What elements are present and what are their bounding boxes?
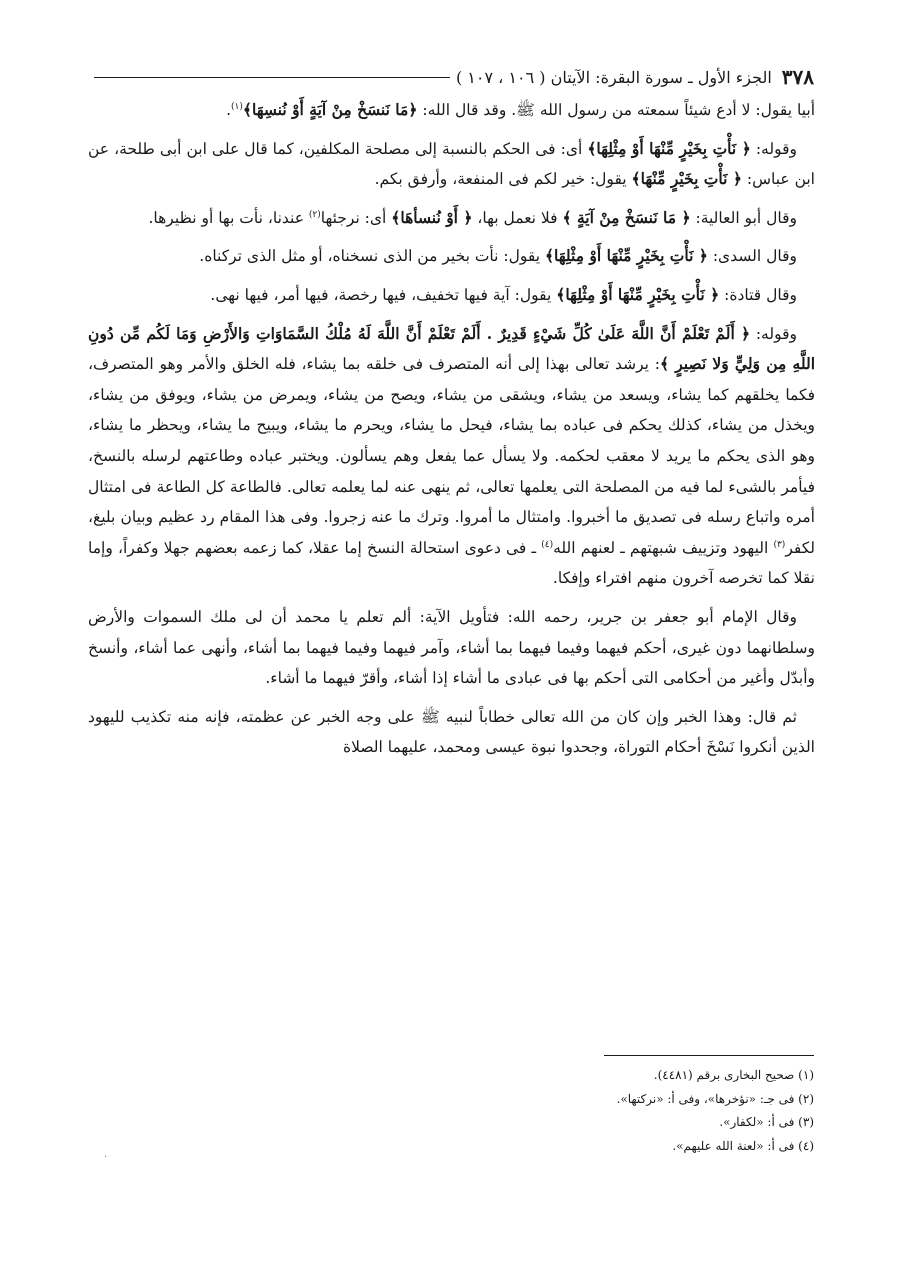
text-run: أى: فى الحكم بالنسبة إلى مصلحة المكلفين، كما قال على ابن أبى طلحة، عن ابن عباس: xyxy=(88,139,815,189)
body-text xyxy=(88,95,815,763)
text-run: يقول: نأت بخير من الذى نسخناه، أو مثل الذى تركناه. xyxy=(199,247,545,266)
margin-mark: . xyxy=(104,1149,108,1160)
footnote-4: (٤) فى أ: «لعنة الله عليهم». xyxy=(672,1138,814,1153)
body-paragraph xyxy=(88,203,815,234)
quran-quote: ﴿مَا نَنسَخْ مِنْ آيَةٍ أَوْ نُنسِهَا﴾ xyxy=(242,100,418,119)
quran-quote: ﴿ أَلَمْ تَعْلَمْ أَنَّ اللَّهَ عَلَىٰ كُلِّ شَيْءٍ قَدِيرٌ . أَلَمْ تَعْلَمْ أَنَّ اللَّهَ لَهُ مُلْكُ السَّمَاوَاتِ وَالأَرْضِ وَمَا لَكُم مِّن دُونِ اللَّهِ مِن وَلِيٍّ وَلا نَصِيرٍ ﴾ xyxy=(88,323,816,374)
body-paragraph xyxy=(88,702,815,763)
footnote-ref: (١) xyxy=(231,101,243,112)
text-run: ثم قال: وهذا الخبر وإن كان من الله تعالى خطاباً لنبيه ﷺ على وجه الخبر عن عظمته، فإنه منه تكذيب لليهود الذين أنكروا نَسْخَ أحكام التوراة، وجحدوا نبوة عيسى ومحمد، عليهما الصلاة xyxy=(88,707,815,757)
text-run: وقال قتادة: xyxy=(719,285,797,304)
body-paragraph xyxy=(88,319,815,594)
running-header xyxy=(88,62,814,92)
footnote-3: (٣) فى أ: «لكفار». xyxy=(719,1115,814,1129)
body-paragraph xyxy=(88,280,815,311)
text-run: وقوله: xyxy=(750,139,797,158)
quran-quote: ﴿ نَأْتِ بِخَيْرٍ مِّنْهَا أَوْ مِثْلِهَا﴾ xyxy=(587,138,751,158)
page-number: ٣٧٨ xyxy=(781,65,814,89)
text-run: ـ فى دعوى استحالة النسخ إما عقلا، كما زعمه بعضهم جهلا وكفراً، وإما نقلا كما تخرصه آخرون منهم افتراء وإفكا. xyxy=(88,538,815,588)
footnote-separator xyxy=(604,1055,814,1056)
text-run: يقول: خير لكم فى المنفعة، وأرفق بكم. xyxy=(374,170,632,189)
footnote-ref: (٣) xyxy=(773,539,786,550)
text-run: اليهود وتزييف شبهتهم ـ لعنهم الله xyxy=(553,538,774,557)
text-run: عندنا، نأت بها أو نظيرها. xyxy=(148,208,309,227)
body-paragraph xyxy=(88,95,815,126)
quran-quote: ﴿ مَا نَنسَخْ مِنْ آيَةٍ ﴾ xyxy=(562,207,691,227)
text-run: أبيا يقول: لا أدع شيئاً سمعته من رسول الله ﷺ. وقد قال الله: xyxy=(417,101,815,119)
quran-quote: ﴿ أَوْ نُنسأهَا﴾ xyxy=(391,207,473,227)
text-run: أى: نرجئها xyxy=(320,208,392,227)
footnote-ref: (٤) xyxy=(541,539,554,550)
text-run: فلا نعمل بها، xyxy=(472,208,563,227)
footnote-ref: (٢) xyxy=(308,209,321,220)
footnote-1: (١) صحيح البخارى برقم (٤٤٨١). xyxy=(653,1068,814,1082)
text-run: : يرشد تعالى بهذا إلى أنه المتصرف فى خلقه بما يشاء، فله الخلق والأمر وهو المتصرف، فكما يخلقهم كما يشاء، ويسعد من يشاء، ويشقى من يشاء، ويصح من يشاء، ويمرض من يشاء، ويوفق من يشاء، ويخذل من يشاء، كذلك يحكم فى عباده بما يشاء، فيحل ما يشاء، ويحرم ما يشاء، ويبيح ما يشاء، ويحظر ما يشاء، وهو الذى يحكم ما يريد لا معقب لحكمه. ولا يسأل عما يفعل وهم يسألون. ويختبر عباده وطاعتهم لرسله بالنسخ، فيأمر بالشىء لما فيه من المصلحة التى يعلمها تعالى، ثم ينهى عنه لما يعلمه تعالى. فالطاعة كل الطاعة فى امتثال أمره واتباع رسله فى تصديق ما أخبروا. وامتثال ما أمروا. وترك ما عنه زجروا. وفى هذا المقام رد عظيم وبيان بليغ، لكفر xyxy=(88,355,815,557)
footnote-2: (٢) فى جـ: «نؤخرها»، وفى أ: «نركتها». xyxy=(616,1091,814,1106)
header-title: الجزء الأول ـ سورة البقرة: الآيتان ( ١٠٦ ، ١٠٧ ) xyxy=(455,67,772,87)
text-run: وقال السدى: xyxy=(707,247,797,266)
text-run: . xyxy=(226,101,232,119)
text-run: يقول: آية فيها تخفيف، فيها رخصة، فيها أمر، فيها نهى. xyxy=(210,285,557,304)
footnotes xyxy=(88,1064,814,1158)
quran-quote: ﴿ نَأْتِ بِخَيْرٍ مِّنْهَا﴾ xyxy=(631,169,742,189)
quran-quote: ﴿ نَأْتِ بِخَيْرٍ مِّنْهَا أَوْ مِثْلِهَا﴾ xyxy=(556,284,720,304)
body-paragraph xyxy=(88,241,815,272)
text-run: وقال أبو العالية: xyxy=(690,208,797,227)
text-run: وقال الإمام أبو جعفر بن جرير، رحمه الله: فتأويل الآية: ألم تعلم يا محمد أن لى ملك السموات والأرض وسلطانهما دون غيرى، أحكم فيهما وفيما فيهما بما أشاء، وآمر فيهما وفيما فيهما بما أشاء، وأنهى عما أشاء، وأنسخ وأبدّل وأغير من أحكامى التى أحكم بها فى عبادى ما أشاء إذا أشاء، وأقرّ فيهما ما أشاء. xyxy=(88,607,815,688)
body-paragraph xyxy=(88,134,815,195)
text-run: وقوله: xyxy=(750,324,797,343)
header-rule xyxy=(94,77,450,78)
body-paragraph xyxy=(88,602,815,694)
quran-quote: ﴿ نَأْتِ بِخَيْرٍ مِّنْهَا أَوْ مِثْلِهَا﴾ xyxy=(544,246,708,266)
